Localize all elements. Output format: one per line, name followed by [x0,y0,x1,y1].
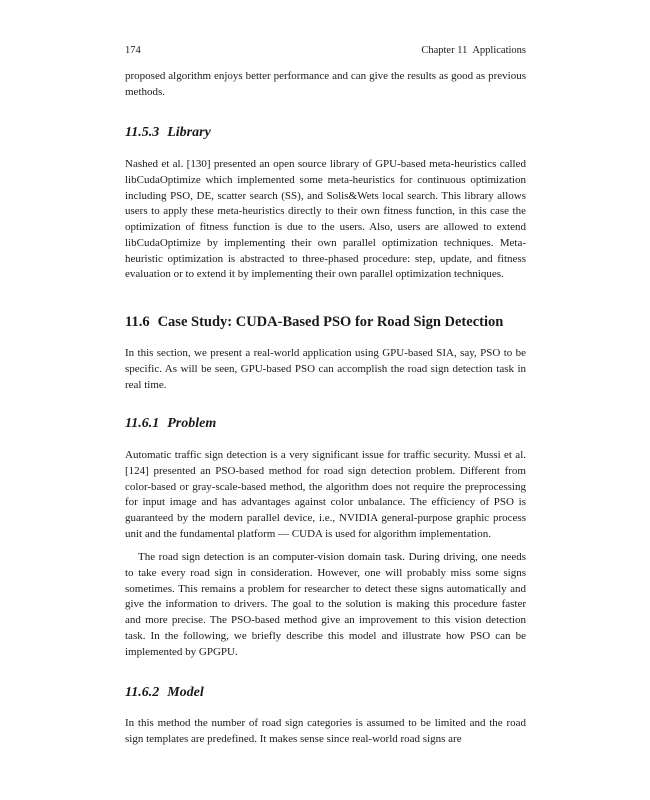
heading-case-study [125,313,503,331]
heading-number: 11.6.2 [125,685,160,700]
paragraph-problem-1: Automatic traffic sign detection is a very significant issue for traffic security. Mussi et al. [124] presented an PSO-based method for road sign detection problem. Different from color-based or gray-scale-based method, the algorithm does not require the preprocessing for input image and has advantages against color unbalance. The efficiency of PSO is guaranteed by the modern parallel device, i.e., NVIDIA general-purpose graphic process unit and the fundamental platform — CUDA is used for algorithm implementation. [125,449,526,540]
heading-model [125,684,204,702]
chapter-label: Chapter 11 [421,45,468,56]
heading-title: Case Study: CUDA-Based PSO for Road Sign Detection [157,314,504,330]
heading-title: Library [167,125,211,140]
heading-number: 11.6.1 [125,416,160,431]
chapter-heading [421,44,526,57]
paragraph-model: In this method the number of road sign categories is assumed to be limited and the road sign templates are predefined. It makes sense since real-world road signs are [125,717,526,745]
paragraph-case-study: In this section, we present a real-world application using GPU-based SIA, say, PSO to be specific. As will be seen, GPU-based PSO can accomplish the road sign detection task in real time. [125,347,526,391]
paragraph-library: Nashed et al. [130] presented an open source library of GPU-based meta-heuristics called libCudaOptimize which implemented some meta-heuristics for continuous optimization including PSO, DE, scatter search (SS), and Solis&Wets local search. This library allows users to apply these meta-heuristics directly to their own fitness function, in this case the optimization of fitness function is due to the users. Also, users are allowed to extend libCudaOptimize by implementing their own parallel optimization techniques. Meta-heuristic optimization is abstracted to three-phased procedure: step, update, and fitness evaluation or to extend it by implementing their own parallel optimization techniques. [125,158,526,281]
heading-title: Problem [167,416,217,431]
page-number: 174 [125,45,141,56]
chapter-title: Applications [472,45,526,56]
heading-number: 11.5.3 [125,125,160,140]
heading-library [125,124,211,142]
heading-title: Model [167,685,204,700]
paragraph-problem-2: The road sign detection is an computer-vision domain task. During driving, one needs to take every road sign in consideration. However, one will probably miss some signs sometimes. This remains a problem for researcher to detect these signs automatically and give the information to drivers. The goal to the solution is making this procedure faster and more precise. The PSO-based method give an improvement to this vision detection task. In the following, we briefly describe this model and illustrate how PSO can be implemented by GPGPU. [125,551,526,658]
paragraph-intro: proposed algorithm enjoys better performance and can give the results as good as previous methods. [125,70,526,98]
heading-problem [125,415,216,433]
heading-number: 11.6 [125,314,150,330]
running-head [125,44,526,57]
